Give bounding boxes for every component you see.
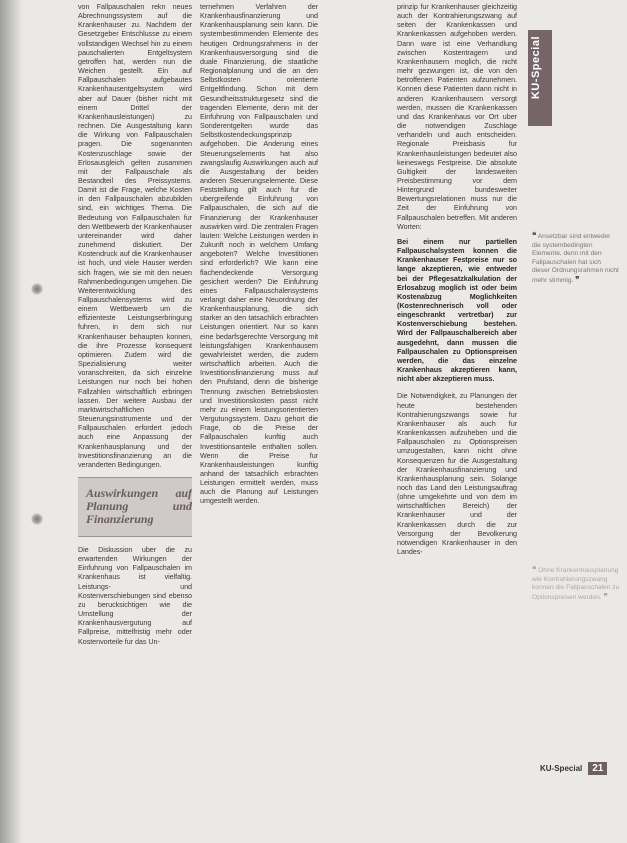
quote-open-icon: ❝ [532, 565, 537, 574]
column-left [78, 2, 192, 832]
punch-hole-upper [31, 283, 43, 295]
column-middle-text: ternehmen Verfahren der Krankenhausfinanzierung und Krankenhausplanung sein kann. Die systembestimmenden Elemente des heutigen Ordnungsrahmens in der Krankenhausversorgung sind die duale Finanzierung, die staatliche Regionalplanung und die an den Selbstkosten orientierte Entgeltfindung. Schon mit dem Gesundheitsstrukturgesetz sind die tragenden Elemente, denn mit der Einfuhrung von Fallpauschalen und Sonderentgelten wurde das Selbstkostendeckungsprinzip aufgehoben. Die Anderung eines Steuerungselements hat also zwangslaufig Auswirkungen auch auf die Ausgestaltung der beiden anderen Steuerungselemente. Diese Feststellung gilt auch fur die ubergreifende Einfuhrung von Fallpauschalen, die sich auf die Finanzierung der Krankenhauser auswirken wird. Die zentralen Fragen lauten: Welche Leistungen werden in Zukunft noch in welchem Umfang angeboten? Welche Investitionen sind erforderlich? Wie kann eine flachendeckende Versorgung gesichert werden? Die Einfuhrung eines Fallpauschalensystems verlangt daher eine Neuordnung der Krankenhausplanung, die sich starker an den tatsachlich erbrachten Leistungen orientiert. Nur so kann eine bedarfsgerechte Versorgung mit leistungsfahigen Krankenhausern gewahrleistet werden, die zudem wirtschaftlich arbeiten. Auch die Investitionsfinanzierung muss auf den Prufstand, denn die bisherige Trennung zwischen Betriebskosten und Investitionskosten passt nicht mehr zu einem leistungsorientierten Vergutungssystem. Dazu gehort die Frage, ob die Preise der Fallpauschalen kunftig auch Investitionsanteile enthalten sollen. Wenn die Preise fur Krankenhausleistungen kunftig anhand der tatsachlich erbrachten Leistungen ermittelt werden, muss auch die Planung auf Leistungen umgestellt werden. [200, 2, 318, 506]
pull-quote-lower-text: Ohne Krankenhausplanung wie Kontrahierungszwang konnen die Fallpauschalen zu Optionspreisen werden. [532, 567, 620, 601]
section-tab-label: KU-Special [530, 36, 542, 100]
column-right-bold-paragraph: Bei einem nur partiellen Fallpauschalsystem konnen die Krankenhauser Festpreise nur so lange akzeptieren, wie entweder bei der Pflegesatzkalkulation der Erlosabzug moglich ist oder beim Kostenabzug Moglichkeiten (Kostenrechnerisch voll oder eingeschrankt vertretbar) zur Kostenverschiebung bestehen. Wird der Fallpauschalbereich aber ausgedehnt, dann mussen die Fallpauschalen zu Optionspreisen werden, die das einzelne Krankenhaus akzeptieren kann, nicht aber akzeptieren muss. [397, 236, 517, 384]
pull-quote-upper [532, 232, 620, 286]
page-footer [540, 762, 607, 775]
section-tab [528, 30, 552, 126]
section-heading-box [78, 477, 192, 537]
page-number: 21 [588, 762, 607, 775]
column-middle [200, 2, 318, 832]
quote-open-icon: ❝ [532, 231, 537, 240]
quote-close-icon: ❞ [575, 274, 580, 284]
pull-quote-upper-text: Ansetzbar sind entweder die systembedingten Elemente, denn mit den Fallpauschalen hat sich dieser Ordnungsrahmen nicht mehr stimmig. [532, 233, 619, 284]
punch-hole-lower [31, 513, 43, 525]
footer-label: KU-Special [540, 764, 583, 773]
section-heading: Auswirkungen auf Planung und Finanzierung [86, 486, 192, 527]
column-right-text-top: prinzip fur Krankenhauser gleichzeitig auch der Kontrahierungszwang auf seiten der Krankenkassen und Krankenkassen aufgehoben werden. Dann ware ist eine Verhandlung zwischen Kostentragern und Krankenhausern moglich, die nicht mehr gezwungen ist, die von den betroffenen Patienten aufzunehmen. Konnen diese Patienten dann nicht in anderen Krankenhausern versorgt werden, mussen die Krankenkassen und das Krankenhaus vor Ort uber die notwendigen Zuschlage verhandeln und auch entscheiden. Regionale Preisbasis fur Krankenhausleistungen bedeutet also keineswegs Festpreise. Die absolute Gultigkeit der landesweiten Preisbestimmung vor dem Hintergrund bundesweiter Bewertungsrelationen muss nur die Zeit der Einfuhrung von Fallpauschalen betreffen. Mit anderen Worten: [397, 2, 517, 231]
binding-shadow [0, 0, 22, 843]
pull-quote-lower [532, 566, 620, 602]
column-left-text-top: von Fallpauschalen rekn neues Abrechnungssystem auf die Krankenhauser zu. Nachdem der Gesetzgeber Entschlusse zu einem vollstandigen Wechsel hin zu einem pauschalierten Entgeltsystem getroffen hat, werden nun die Weichen gestellt. Ein auf Fallpauschalen aufgebautes Krankenhausentgeltsystem wird aber auf Dauer (bisher nicht mit einem Drittel der Krankenhausleistungen) zu rechnen. Die Ausgestaltung kann die Wirkung von Fallpauschalen pragen. Die sogenannten Kostenzuschlage sowie der Erlosausgleich gelten zusammen mit der Fallpauschale als Bestandteil des Preissystems. Damit ist die Frage, welche Kosten in den Fallpauschalen abzubilden sind, ein wichtiges Thema. Die Bedeutung von Fallpauschalen fur den Wettbewerb der Krankenhauser untereinander wird daher zunehmend diskutiert. Der Kostendruck auf die Krankenhauser ist hoch, und viele Hauser werden sich fragen, wie sie mit den neuen Rahmenbedingungen umgehen. Die Weiterentwicklung des Fallpauschalensystems wird zu einem Wettbewerb um die effizienteste Leistungserbringung fuhren, in dem sich nur Krankenhauser behaupten konnen, die ihre Prozesse konsequent optimieren. Zudem wird die Spezialisierung weiter voranschreiten, da sich einzelne Leistungen nur noch bei hohen Fallzahlen wirtschaftlich erbringen lassen. Der weitere Ausbau der marktwirtschaftlichen Steuerungsinstrumente und der Fallpauschalen erfordert jedoch auch eine Anpassung der Krankenhausplanung und der Investitionsfinanzierung an die veranderten Bedingungen. [78, 2, 192, 469]
column-right-text-bottom: Die Notwendigkeit, zu Planungen der heute bestehenden Kontrahierungszwangs sowie fur Krankenhauser als auch fur Krankenkassen aufzuheben und die Fallpauschalen zu Optionspreisen umzugestalten, kann nicht ohne Konsequenzen fur die Ausgestaltung der Krankenhausfinanzierung und Krankenhausplanung sein. Solange noch das Land den Leistungsauftrag (ohne umgekehrte und von dem im wirtschaftlichen Bereich) der Krankenhauser und der Krankenkassen durch die zur Versorgung der Bevolkerung notwendigen Krankenhauser in den Landes- [397, 391, 517, 557]
column-right [397, 2, 517, 832]
quote-close-icon: ❞ [603, 591, 608, 601]
column-left-text-bottom: Die Diskussion uber die zu erwartenden Wirkungen der Einfuhrung von Fallpauschalen im Krankenhaus ist vielfaltig. Leistungs- und Kostenverschiebungen sind ebenso zu berucksichtigen wie die Umstellung der Krankenhausvergutung auf Fallpreise, mittelfristig mehr oder Kostenvorteile fur das Un- [78, 544, 192, 646]
